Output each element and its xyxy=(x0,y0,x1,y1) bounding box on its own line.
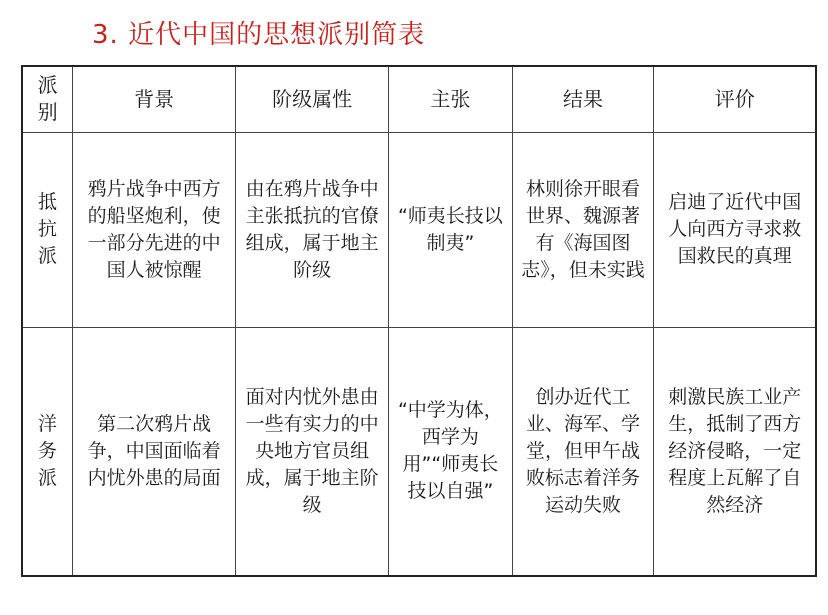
header-proposal: 主张 xyxy=(389,66,513,132)
header-background: 背景 xyxy=(73,66,236,132)
header-result: 结果 xyxy=(512,66,654,132)
table-row xyxy=(22,327,816,576)
class-attribute-cell: 面对内忧外患由一些有实力的中央地方官员组成，属于地主阶级 xyxy=(236,327,389,576)
table-header-row xyxy=(22,66,816,132)
evaluation-cell: 刺激民族工业产生，抵制了西方经济侵略，一定程度上瓦解了自然经济 xyxy=(654,327,816,576)
page-title: 3. 近代中国的思想派别简表 xyxy=(92,20,426,50)
proposal-cell: “中学为体，西学为用”“师夷长技以自强” xyxy=(389,327,513,576)
result-cell: 林则徐开眼看世界、魏源著有《海国图志》，但未实践 xyxy=(512,132,654,327)
class-attribute-cell: 由在鸦片战争中主张抵抗的官僚组成，属于地主阶级 xyxy=(236,132,389,327)
header-class-attribute: 阶级属性 xyxy=(236,66,389,132)
result-cell: 创办近代工业、海军、学堂，但甲午战败标志着洋务运动失败 xyxy=(512,327,654,576)
faction-name: 抵抗派 xyxy=(22,132,73,327)
faction-summary-table xyxy=(21,65,817,577)
faction-name: 洋务派 xyxy=(22,327,73,576)
header-faction: 派别 xyxy=(22,66,73,132)
proposal-cell: “师夷长技以制夷” xyxy=(389,132,513,327)
background-cell: 第二次鸦片战争，中国面临着内忧外患的局面 xyxy=(73,327,236,576)
header-evaluation: 评价 xyxy=(654,66,816,132)
evaluation-cell: 启迪了近代中国人向西方寻求救国救民的真理 xyxy=(654,132,816,327)
table-row xyxy=(22,132,816,327)
background-cell: 鸦片战争中西方的船坚炮利，使一部分先进的中国人被惊醒 xyxy=(73,132,236,327)
